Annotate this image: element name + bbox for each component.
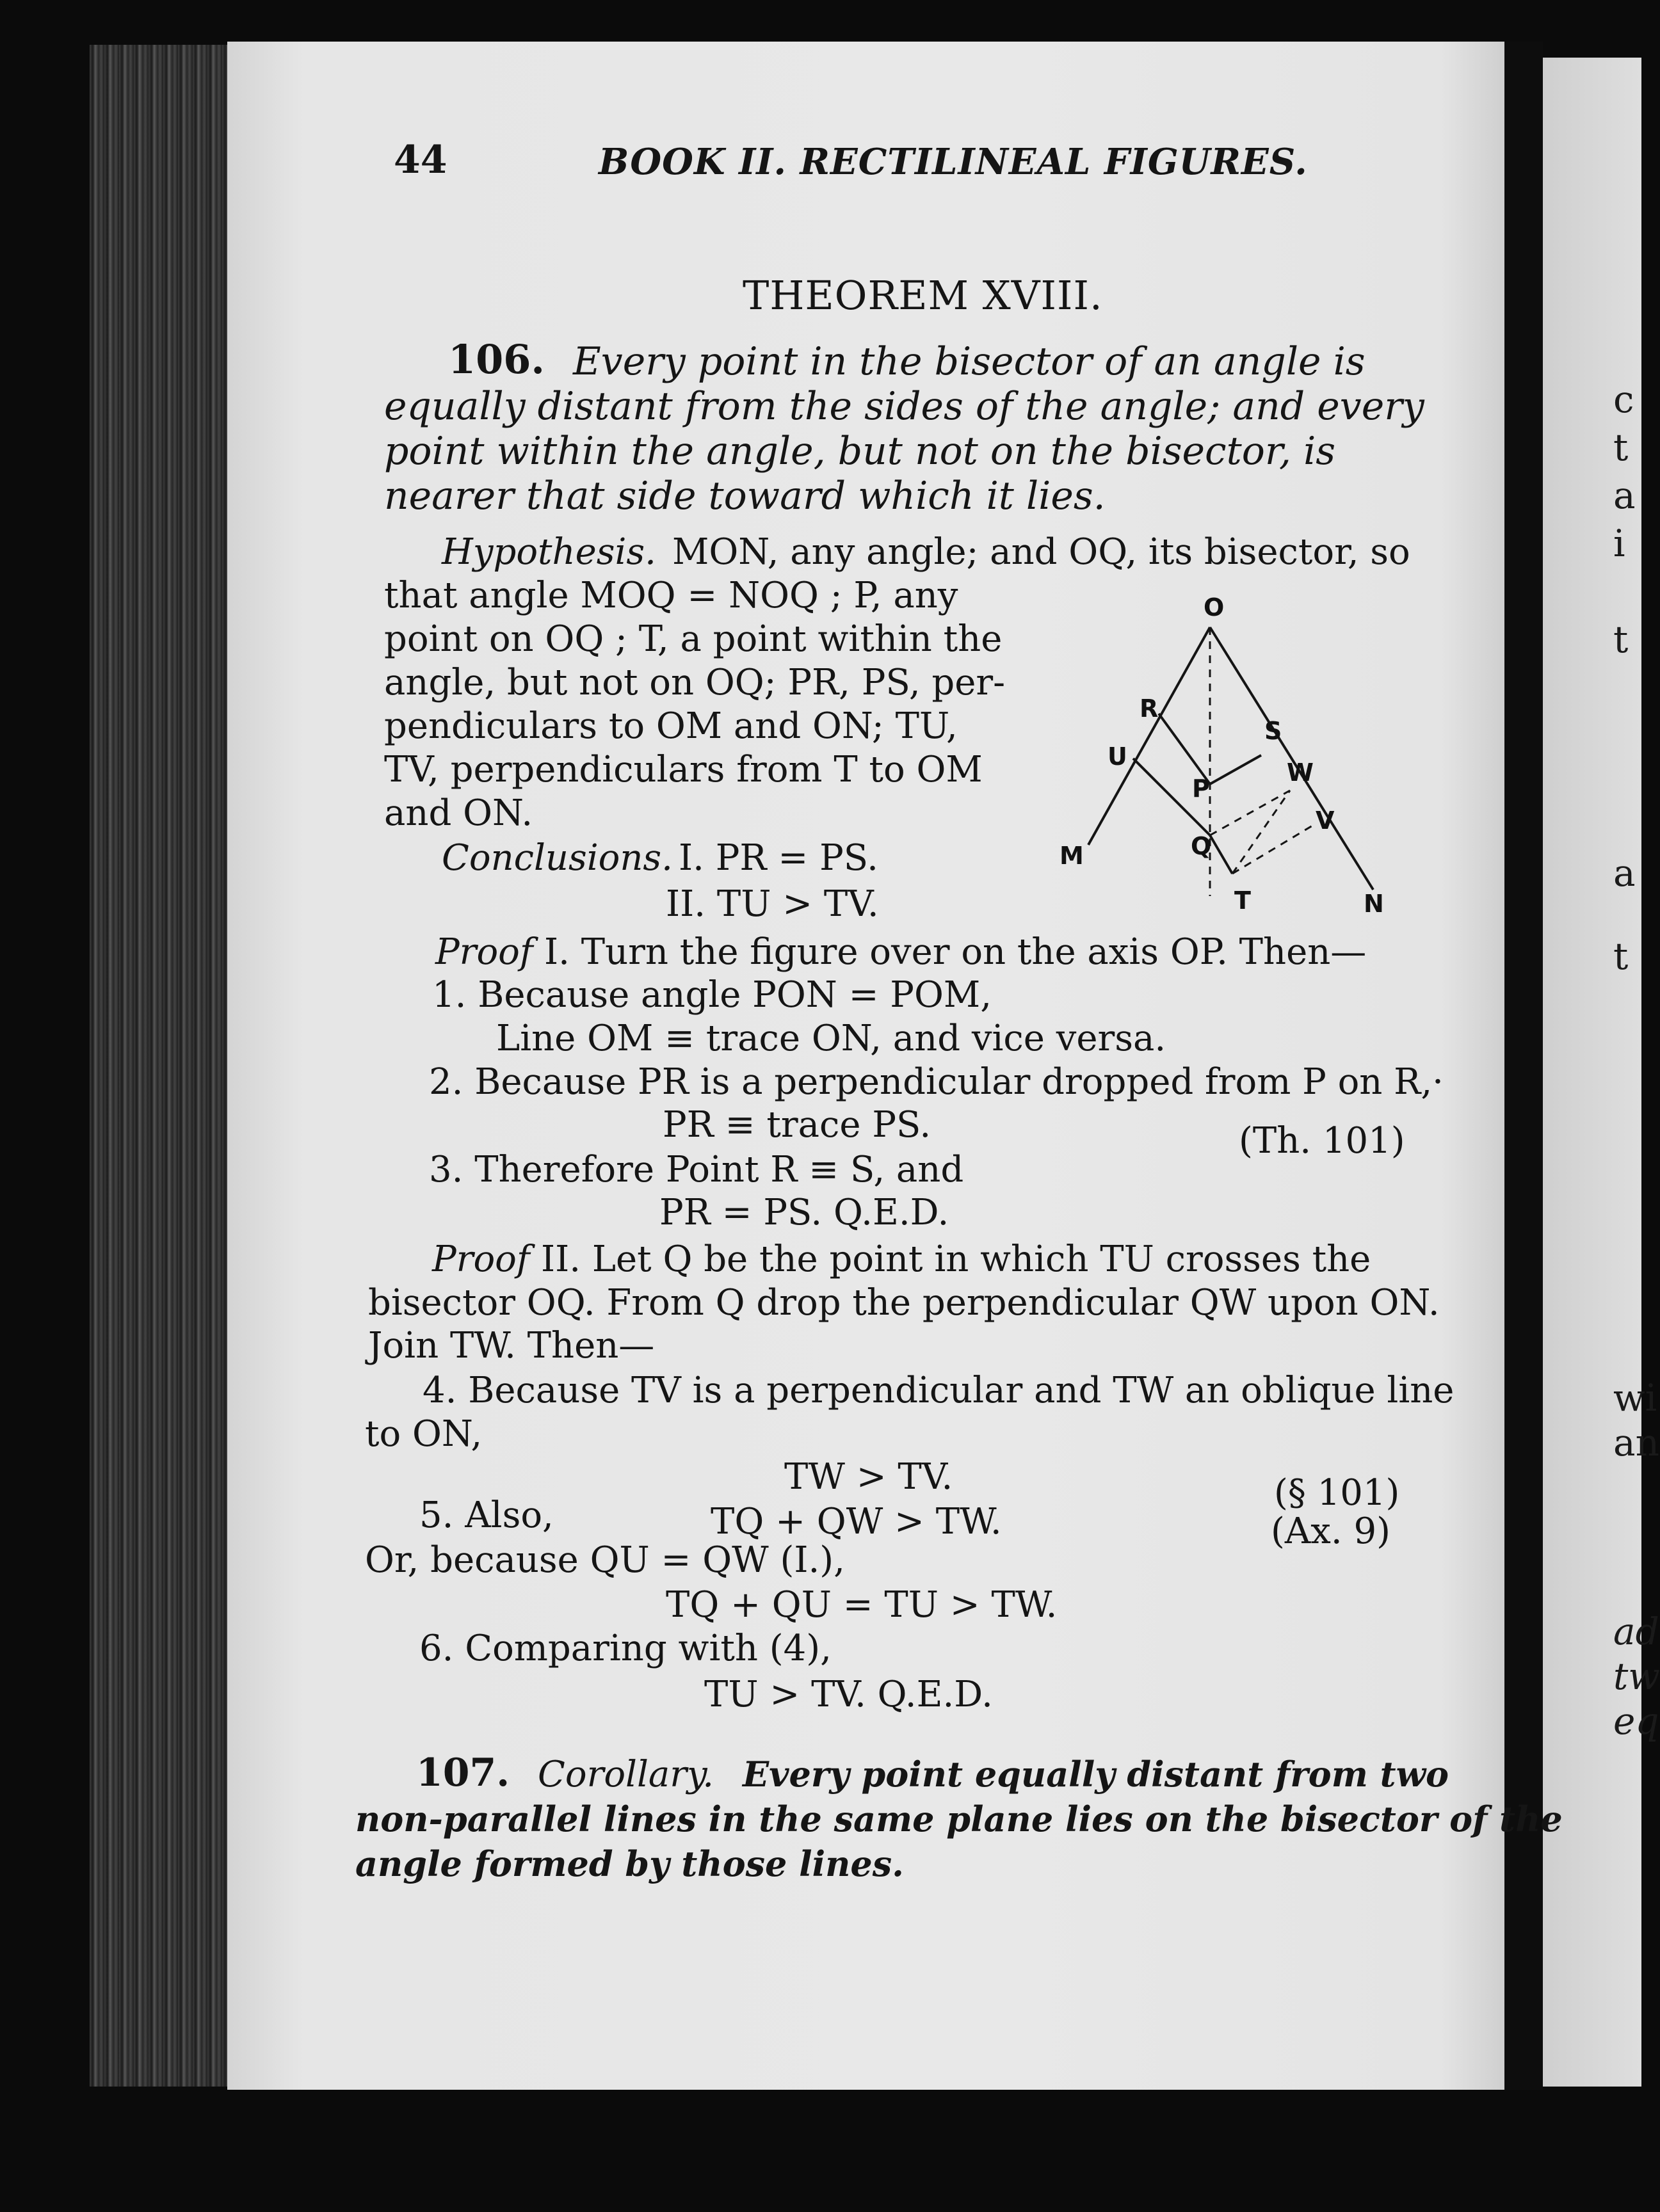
label-o: O: [1204, 593, 1225, 621]
facing-page-fragment: tw: [1613, 1655, 1660, 1698]
proof-2-intro: II. Let Q be the point in which TU crosses the: [541, 1238, 1371, 1280]
page-number: 44: [394, 138, 447, 182]
corollary-label: Corollary.: [538, 1754, 714, 1795]
proof-1-intro: I. Turn the figure over on the axis OP. Then—: [544, 931, 1367, 973]
theorem-line: point within the angle, but not on the bisector, is: [384, 429, 1336, 474]
line-tv: [1232, 826, 1312, 874]
line-pr: [1159, 714, 1210, 784]
hypothesis-text: that angle MOQ = NOQ ; P, any: [384, 575, 958, 616]
facing-page-fragment: an: [1613, 1421, 1659, 1464]
conclusions-label: Conclusions.: [442, 837, 673, 879]
conclusion-2: II. TU > TV.: [666, 883, 879, 925]
proof-step: 1. Because angle PON = POM,: [432, 974, 992, 1016]
line-om: [1088, 627, 1210, 845]
proof-step: to ON,: [365, 1413, 483, 1455]
hypothesis-label: Hypothesis.: [442, 531, 656, 573]
corollary-text: non-parallel lines in the same plane lies on the bisector of the: [355, 1799, 1563, 1839]
proof-step: Or, because QU = QW (I.),: [365, 1539, 845, 1581]
geometry-diagram: [1011, 582, 1408, 941]
hypothesis-text: pendiculars to OM and ON; TU,: [384, 705, 958, 747]
facing-page-fragment: c: [1613, 378, 1634, 421]
proof-step: 4. Because TV is a perpendicular and TW an oblique line: [423, 1370, 1455, 1411]
proof-equation: TW > TV.: [784, 1456, 953, 1498]
facing-page-fragment: t: [1613, 426, 1629, 469]
facing-page-fragment: wi: [1613, 1376, 1657, 1420]
corollary-text: angle formed by those lines.: [355, 1843, 904, 1884]
facing-page: [1543, 58, 1641, 2087]
facing-page-fragment: a: [1613, 474, 1636, 517]
proof-2-label: Proof: [432, 1238, 530, 1280]
hypothesis-text: TV, perpendiculars from T to OM: [384, 749, 983, 790]
proof-text: Join TW. Then—: [368, 1325, 655, 1366]
book-page-edges: [90, 45, 230, 2087]
line-tw: [1232, 790, 1290, 874]
line-qt: [1210, 835, 1232, 874]
proof-step: 2. Because PR is a perpendicular dropped from P on R,·: [429, 1061, 1444, 1103]
hypothesis-text: and ON.: [384, 792, 533, 834]
label-q: Q: [1191, 832, 1212, 860]
proof-step: PR = PS. Q.E.D.: [659, 1192, 949, 1233]
facing-page-fragment: i: [1613, 522, 1625, 565]
label-t: T: [1234, 886, 1251, 915]
line-ps: [1210, 755, 1261, 784]
corollary-number: 107.: [416, 1751, 510, 1795]
label-n: N: [1364, 890, 1384, 918]
hypothesis-text: point on OQ ; T, a point within the: [384, 618, 1003, 660]
label-v: V: [1316, 806, 1335, 835]
proof-step: 5. Also,: [419, 1495, 554, 1536]
diagram-lines: [1088, 627, 1373, 890]
line-qw: [1210, 790, 1290, 835]
theorem-line: equally distant from the sides of the angle; and every: [384, 384, 1424, 429]
hypothesis-text: MON, any angle; and OQ, its bisector, so: [672, 531, 1410, 573]
facing-page-fragment: t: [1613, 934, 1629, 978]
theorem-number: 106.: [448, 336, 545, 383]
proof-step: 6. Comparing with (4),: [419, 1628, 832, 1669]
hypothesis-text: angle, but not on OQ; PR, PS, per-: [384, 662, 1006, 703]
theorem-line: Every point in the bisector of an angle is: [573, 339, 1366, 384]
running-title: BOOK II. RECTILINEAL FIGURES.: [599, 141, 1308, 183]
proof-reference: (Ax. 9): [1271, 1511, 1390, 1552]
facing-page-fragment: a: [1613, 851, 1636, 895]
proof-step: 3. Therefore Point R ≡ S, and: [429, 1149, 964, 1190]
proof-equation: TU > TV. Q.E.D.: [704, 1674, 993, 1715]
proof-equation: TQ + QU = TU > TW.: [666, 1584, 1058, 1626]
proof-1-label: Proof: [435, 931, 533, 973]
proof-step: PR ≡ trace PS.: [663, 1104, 931, 1146]
page-gutter: [1504, 42, 1543, 2090]
proof-reference: (Th. 101): [1239, 1120, 1405, 1162]
facing-page-fragment: eq: [1613, 1699, 1659, 1743]
label-r: R: [1140, 694, 1159, 723]
corollary-text: Every point equally distant from two: [743, 1754, 1449, 1795]
theorem-line: nearer that side toward which it lies.: [384, 474, 1106, 518]
label-w: W: [1287, 758, 1314, 787]
proof-equation: TQ + QW > TW.: [711, 1501, 1002, 1543]
proof-text: bisector OQ. From Q drop the perpendicular QW upon ON.: [368, 1282, 1440, 1324]
label-m: M: [1060, 842, 1084, 870]
proof-reference: (§ 101): [1274, 1472, 1400, 1514]
facing-page-fragment: t: [1613, 618, 1629, 661]
theorem-title: THEOREM XVIII.: [743, 272, 1103, 319]
conclusion-1: I. PR = PS.: [679, 837, 878, 879]
label-s: S: [1264, 717, 1282, 745]
label-u: U: [1108, 742, 1127, 771]
proof-step: Line OM ≡ trace ON, and vice versa.: [496, 1018, 1166, 1059]
label-p: P: [1192, 774, 1210, 803]
facing-page-fragment: ad: [1613, 1610, 1659, 1653]
